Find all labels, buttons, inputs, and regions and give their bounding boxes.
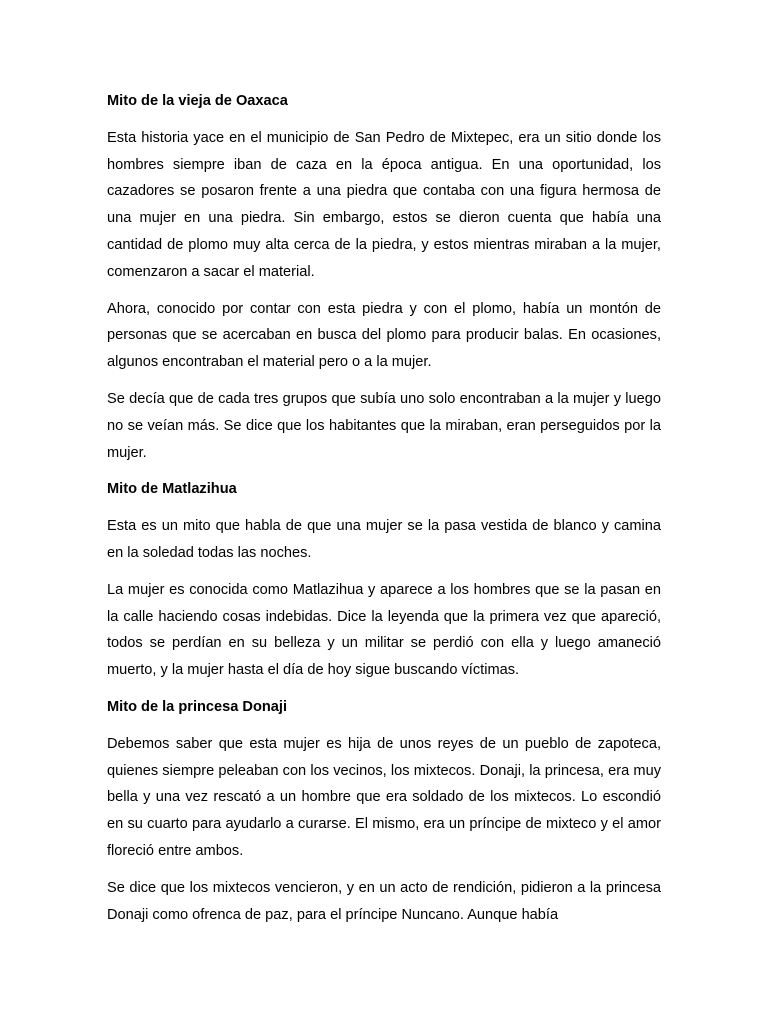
section-heading: Mito de Matlazihua xyxy=(107,481,237,498)
paragraph: Ahora, conocido por contar con esta piedra y con el plomo, había un montón de personas que se acercaban en busca del plomo para producir balas. En ocasiones, algunos encontraban el material pero o a la mujer. xyxy=(107,300,661,371)
paragraph: Debemos saber que esta mujer es hija de unos reyes de un pueblo de zapoteca, quienes siempre peleaban con los vecinos, los mixtecos. Donaji, la princesa, era muy bella y una vez rescató a un hombre que era soldado de los mixtecos. Lo escondió en su cuarto para ayudarlo a curarse. El mismo, era un príncipe de mixteco y el amor floreció entre ambos. xyxy=(107,735,661,859)
section-heading: Mito de la princesa Donaji xyxy=(107,698,288,715)
paragraph: Esta historia yace en el municipio de San Pedro de Mixtepec, era un sitio donde los hombres siempre iban de caza en la época antigua. En una oportunidad, los cazadores se posaron frente a una piedra que contaba con una figura hermosa de una mujer en una piedra. Sin embargo, estos se dieron cuenta que había una cantidad de plomo muy alta cerca de la piedra, y estos mientras miraban a la mujer, comenzaron a sacar el material. xyxy=(107,129,661,280)
paragraph: Se decía que de cada tres grupos que subía uno solo encontraban a la mujer y luego no se veían más. Se dice que los habitantes que la miraban, eran perseguidos por la mujer. xyxy=(107,390,661,461)
section-matlazihua xyxy=(107,476,661,684)
paragraph: La mujer es conocida como Matlazihua y aparece a los hombres que se la pasan en la calle haciendo cosas indebidas. Dice la leyenda que la primera vez que apareció, todos se perdían en su belleza y un militar se perdió con ella y luego amaneció muerto, y la mujer hasta el día de hoy sigue buscando víctimas. xyxy=(107,581,661,679)
section-vieja-de-oaxaca xyxy=(107,88,661,466)
section-heading: Mito de la vieja de Oaxaca xyxy=(107,93,288,109)
paragraph: Esta es un mito que habla de que una mujer se la pasa vestida de blanco y camina en la soledad todas las noches. xyxy=(107,518,661,561)
document-page xyxy=(107,88,661,938)
section-princesa-donaji xyxy=(107,694,661,928)
paragraph: Se dice que los mixtecos vencieron, y en un acto de rendición, pidieron a la princesa Donaji como ofrenca de paz, para el príncipe Nuncano. Aunque había xyxy=(107,879,661,923)
